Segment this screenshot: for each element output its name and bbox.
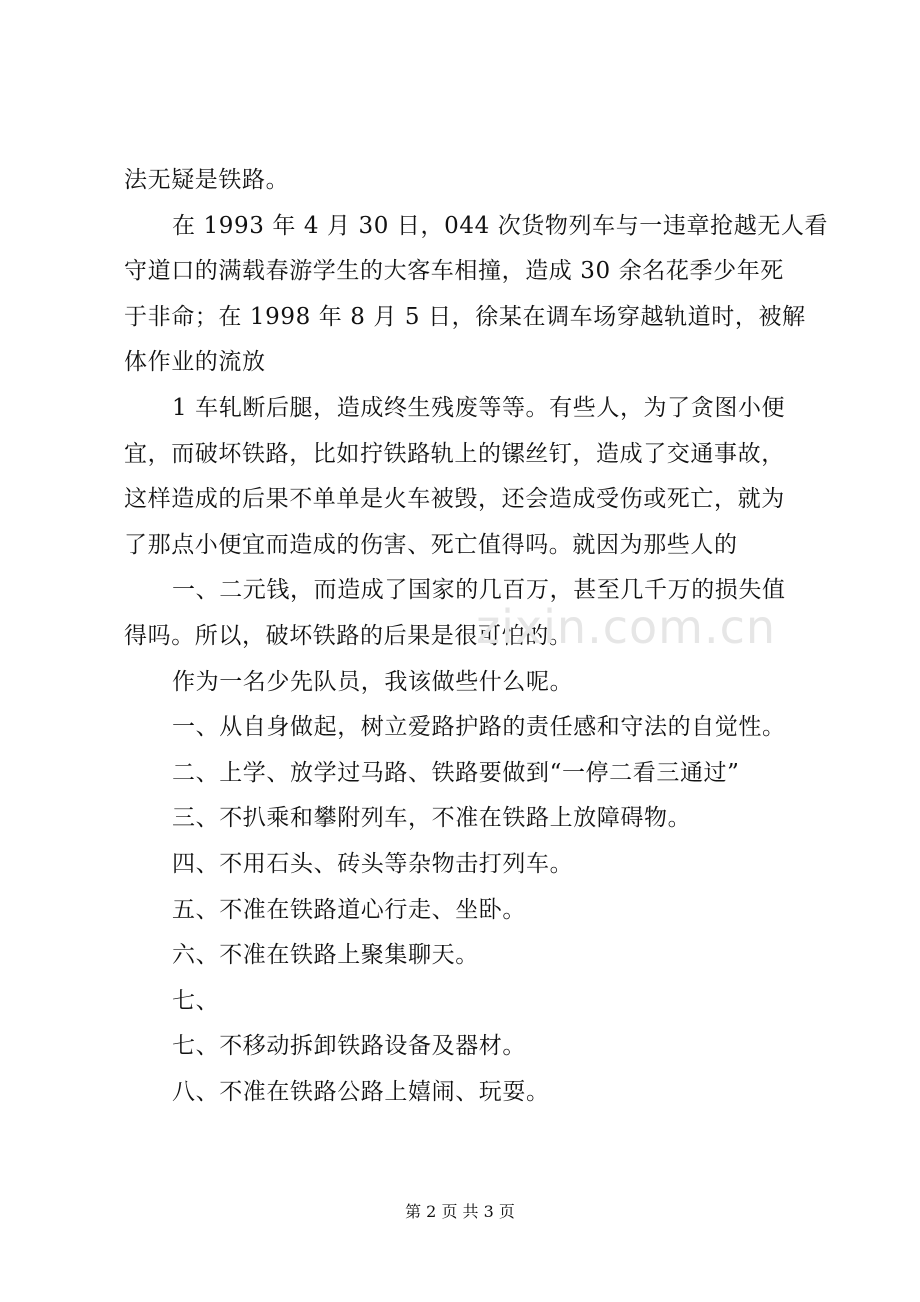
list-item: 二、上学、放学过马路、铁路要做到“一停二看三通过” [172, 759, 740, 786]
paragraph-start: 在 1993 年 4 月 30 日，044 次货物列车与一违章抢越无人看 [172, 212, 829, 239]
text-line: 得吗。所以，破坏铁路的后果是很可怕的。 [124, 622, 573, 649]
text-line: 这样造成的后果不单单是火车被毁，还会造成受伤或死亡，就为 [124, 486, 785, 513]
text-line: 宜，而破坏铁路，比如拧铁路轨上的镙丝钉，造成了交通事故， [124, 440, 785, 467]
list-item: 六、不准在铁路上聚集聊天。 [172, 942, 479, 969]
list-item: 七、 [172, 987, 220, 1014]
page-footer: 第 2 页 共 3 页 [405, 1202, 515, 1221]
list-item: 七、不移动拆卸铁路设备及器材。 [172, 1033, 526, 1060]
text-line: 守道口的满载春游学生的大客车相撞，造成 30 余名花季少年死 [124, 258, 784, 285]
text-line: 法无疑是铁路。 [124, 167, 290, 193]
list-item: 四、不用石头、砖头等杂物击打列车。 [172, 850, 574, 877]
paragraph-start: 1 车轧断后腿，造成终生残废等等。有些人，为了贪图小便 [172, 394, 786, 421]
text-line: 于非命；在 1998 年 8 月 5 日，徐某在调车场穿越轨道时，被解 [124, 303, 806, 330]
list-item: 五、不准在铁路道心行走、坐卧。 [172, 896, 526, 923]
text-line: 了那点小便宜而造成的伤害、死亡值得吗。就因为那些人的 [124, 531, 738, 558]
list-item: 三、不扒乘和攀附列车，不准在铁路上放障碍物。 [172, 805, 692, 832]
text-line: 体作业的流放 [124, 349, 266, 376]
list-item: 八、不准在铁路公路上嬉闹、玩耍。 [172, 1078, 550, 1105]
watermark: zixin.com.cn [476, 600, 777, 654]
list-item: 一、从自身做起，树立爱路护路的责任感和守法的自觉性。 [172, 714, 786, 741]
paragraph-start: 一、二元钱，而造成了国家的几百万，甚至几千万的损失值 [172, 577, 786, 604]
document-body [124, 158, 829, 1115]
paragraph-start: 作为一名少先队员，我该做些什么呢。 [172, 668, 574, 695]
